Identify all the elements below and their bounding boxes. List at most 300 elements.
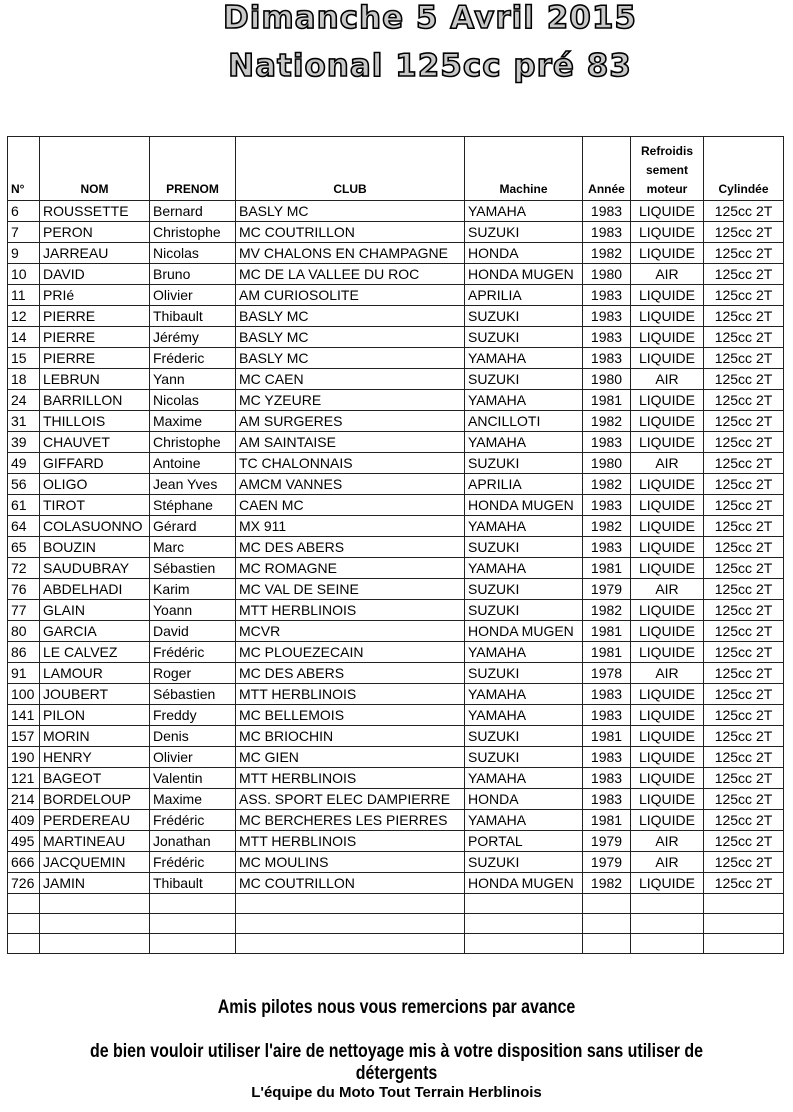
cell-annee: 1982 <box>583 873 631 894</box>
table-row <box>8 768 784 789</box>
cell-number: 49 <box>8 453 40 474</box>
cell-refroidissement: LIQUIDE <box>631 348 704 369</box>
cell-number: 80 <box>8 621 40 642</box>
cell-annee: 1982 <box>583 516 631 537</box>
cell-club: ASS. SPORT ELEC DAMPIERRE <box>236 789 465 810</box>
cell-machine: APRILIA <box>465 474 583 495</box>
cell-refroidissement: LIQUIDE <box>631 537 704 558</box>
cell-machine: HONDA <box>465 243 583 264</box>
cell-machine: YAMAHA <box>465 768 583 789</box>
cell-annee: 1983 <box>583 537 631 558</box>
table-row <box>8 222 784 243</box>
cell-refroidissement: LIQUIDE <box>631 222 704 243</box>
table-row <box>8 369 784 390</box>
cell-club: MC DES ABERS <box>236 537 465 558</box>
table-row <box>8 201 784 222</box>
cell-club: CAEN MC <box>236 495 465 516</box>
cell-nom: BORDELOUP <box>40 789 150 810</box>
cell-refroidissement: LIQUIDE <box>631 474 704 495</box>
cell-nom: PIERRE <box>40 306 150 327</box>
table-row <box>8 327 784 348</box>
cell-nom: PERDEREAU <box>40 810 150 831</box>
cell-annee: 1982 <box>583 243 631 264</box>
table-header-row <box>8 137 784 201</box>
cell-machine: SUZUKI <box>465 747 583 768</box>
cell-number: 91 <box>8 663 40 684</box>
cell-refroidissement: LIQUIDE <box>631 768 704 789</box>
cell-prenom: Marc <box>150 537 236 558</box>
cell-cylindree: 125cc 2T <box>704 852 784 873</box>
cell-cylindree: 125cc 2T <box>704 705 784 726</box>
cell-number: 15 <box>8 348 40 369</box>
cell-refroidissement: LIQUIDE <box>631 621 704 642</box>
cell-number: 56 <box>8 474 40 495</box>
cell-refroidissement: LIQUIDE <box>631 810 704 831</box>
cell-cylindree: 125cc 2T <box>704 411 784 432</box>
cell-number: 14 <box>8 327 40 348</box>
cell-annee: 1979 <box>583 831 631 852</box>
cell-refroidissement: AIR <box>631 852 704 873</box>
cell-machine: SUZUKI <box>465 726 583 747</box>
cell-prenom: Denis <box>150 726 236 747</box>
cell-club: MC PLOUEZECAIN <box>236 642 465 663</box>
cell-club: MC DE LA VALLEE DU ROC <box>236 264 465 285</box>
table-row <box>8 390 784 411</box>
footer-thanks: Amis pilotes nous vous remercions par avance <box>217 997 576 1018</box>
cell-nom: GLAIN <box>40 600 150 621</box>
cell-cylindree: 125cc 2T <box>704 327 784 348</box>
cell-annee: 1983 <box>583 747 631 768</box>
cell-nom: TIROT <box>40 495 150 516</box>
cell-annee: 1983 <box>583 201 631 222</box>
column-header-machine: Machine <box>465 137 583 201</box>
cell-annee: 1983 <box>583 348 631 369</box>
cell-number: 214 <box>8 789 40 810</box>
cell-nom: DAVID <box>40 264 150 285</box>
cell-prenom: Stéphane <box>150 495 236 516</box>
cell-prenom: Sébastien <box>150 684 236 705</box>
cell-number: 409 <box>8 810 40 831</box>
cell-machine: HONDA MUGEN <box>465 621 583 642</box>
cell-number: 100 <box>8 684 40 705</box>
cell-prenom: Thibault <box>150 306 236 327</box>
cell-refroidissement: LIQUIDE <box>631 684 704 705</box>
cell-prenom: Nicolas <box>150 390 236 411</box>
cell-machine: YAMAHA <box>465 201 583 222</box>
cell-number: 10 <box>8 264 40 285</box>
cell-nom: JOUBERT <box>40 684 150 705</box>
cell-cylindree: 125cc 2T <box>704 831 784 852</box>
cell-club: MTT HERBLINOIS <box>236 768 465 789</box>
cell-number: 495 <box>8 831 40 852</box>
cell-nom: GIFFARD <box>40 453 150 474</box>
cell-number: 61 <box>8 495 40 516</box>
cell-annee: 1983 <box>583 306 631 327</box>
cell-cylindree: 125cc 2T <box>704 516 784 537</box>
cell-refroidissement: AIR <box>631 264 704 285</box>
cell-machine: APRILIA <box>465 285 583 306</box>
cell-refroidissement: LIQUIDE <box>631 306 704 327</box>
cell-refroidissement: LIQUIDE <box>631 495 704 516</box>
cell-annee: 1980 <box>583 369 631 390</box>
column-header-number: N° <box>8 137 40 201</box>
cell-cylindree: 125cc 2T <box>704 810 784 831</box>
cell-cylindree: 125cc 2T <box>704 747 784 768</box>
cell-cylindree: 125cc 2T <box>704 495 784 516</box>
cell-refroidissement: LIQUIDE <box>631 873 704 894</box>
cell-annee: 1982 <box>583 600 631 621</box>
cell-refroidissement: LIQUIDE <box>631 285 704 306</box>
cell-cylindree: 125cc 2T <box>704 348 784 369</box>
cell-number: 77 <box>8 600 40 621</box>
cell-prenom: Bruno <box>150 264 236 285</box>
footer-signature: L'équipe du Moto Tout Terrain Herblinois <box>251 1084 542 1101</box>
cell-nom: THILLOIS <box>40 411 150 432</box>
cell-number: 64 <box>8 516 40 537</box>
cell-prenom: David <box>150 621 236 642</box>
cell-nom: LE CALVEZ <box>40 642 150 663</box>
cell-cylindree: 125cc 2T <box>704 306 784 327</box>
cell-prenom: Thibault <box>150 873 236 894</box>
cell-nom: MARTINEAU <box>40 831 150 852</box>
cell-machine: YAMAHA <box>465 516 583 537</box>
cell-number: 11 <box>8 285 40 306</box>
column-header-club: CLUB <box>236 137 465 201</box>
table-row <box>8 453 784 474</box>
table-row <box>8 579 784 600</box>
column-header-nom: NOM <box>40 137 150 201</box>
cell-prenom: Freddy <box>150 705 236 726</box>
cell-machine: HONDA MUGEN <box>465 495 583 516</box>
cell-refroidissement: LIQUIDE <box>631 558 704 579</box>
cell-prenom: Maxime <box>150 411 236 432</box>
cell-prenom: Bernard <box>150 201 236 222</box>
cell-cylindree: 125cc 2T <box>704 537 784 558</box>
cell-nom: COLASUONNO <box>40 516 150 537</box>
cell-club: MTT HERBLINOIS <box>236 831 465 852</box>
cell-machine: PORTAL <box>465 831 583 852</box>
cell-club: MC BERCHERES LES PIERRES <box>236 810 465 831</box>
cell-prenom: Yoann <box>150 600 236 621</box>
table-row <box>8 852 784 873</box>
cell-nom: PIERRE <box>40 348 150 369</box>
table-row <box>8 747 784 768</box>
cell-cylindree: 125cc 2T <box>704 369 784 390</box>
cell-annee: 1983 <box>583 495 631 516</box>
table-row <box>8 348 784 369</box>
cell-prenom: Jérémy <box>150 327 236 348</box>
cell-prenom: Yann <box>150 369 236 390</box>
cell-nom: PRIé <box>40 285 150 306</box>
cell-nom: JARREAU <box>40 243 150 264</box>
cell-number: 31 <box>8 411 40 432</box>
cell-machine: YAMAHA <box>465 390 583 411</box>
cell-prenom: Olivier <box>150 285 236 306</box>
table-row <box>8 243 784 264</box>
cell-annee: 1982 <box>583 411 631 432</box>
cell-annee: 1983 <box>583 684 631 705</box>
cell-club: AM SAINTAISE <box>236 432 465 453</box>
table-row <box>8 621 784 642</box>
table-row <box>8 684 784 705</box>
column-header-annee: Année <box>583 137 631 201</box>
cell-refroidissement: AIR <box>631 369 704 390</box>
cell-cylindree: 125cc 2T <box>704 684 784 705</box>
cell-nom: JAMIN <box>40 873 150 894</box>
cell-refroidissement: LIQUIDE <box>631 726 704 747</box>
cell-number: 726 <box>8 873 40 894</box>
cell-cylindree: 125cc 2T <box>704 285 784 306</box>
cell-number: 86 <box>8 642 40 663</box>
cell-prenom: Frédéric <box>150 810 236 831</box>
cell-cylindree: 125cc 2T <box>704 663 784 684</box>
table-row <box>8 474 784 495</box>
cell-refroidissement: LIQUIDE <box>631 243 704 264</box>
cell-club: BASLY MC <box>236 306 465 327</box>
cell-prenom: Frédéric <box>150 642 236 663</box>
cell-cylindree: 125cc 2T <box>704 558 784 579</box>
cell-nom: MORIN <box>40 726 150 747</box>
table-row <box>8 600 784 621</box>
cell-machine: SUZUKI <box>465 222 583 243</box>
cell-cylindree: 125cc 2T <box>704 201 784 222</box>
cell-number: 76 <box>8 579 40 600</box>
cell-club: MC ROMAGNE <box>236 558 465 579</box>
cell-refroidissement: LIQUIDE <box>631 390 704 411</box>
cell-annee: 1983 <box>583 432 631 453</box>
cell-club: MC CAEN <box>236 369 465 390</box>
cell-machine: YAMAHA <box>465 432 583 453</box>
cell-prenom: Frédéric <box>150 852 236 873</box>
table-row <box>8 810 784 831</box>
cell-annee: 1981 <box>583 642 631 663</box>
cell-machine: SUZUKI <box>465 537 583 558</box>
cell-prenom: Christophe <box>150 222 236 243</box>
cell-machine: YAMAHA <box>465 558 583 579</box>
cell-machine: SUZUKI <box>465 453 583 474</box>
cell-annee: 1982 <box>583 474 631 495</box>
cell-number: 6 <box>8 201 40 222</box>
cell-cylindree: 125cc 2T <box>704 621 784 642</box>
column-header-cylindree: Cylindée <box>704 137 784 201</box>
table-row <box>8 285 784 306</box>
cell-annee: 1981 <box>583 390 631 411</box>
table-row <box>8 642 784 663</box>
cell-nom: OLIGO <box>40 474 150 495</box>
empty-row <box>8 894 784 914</box>
cell-annee: 1979 <box>583 579 631 600</box>
cell-club: MTT HERBLINOIS <box>236 600 465 621</box>
table-row <box>8 789 784 810</box>
cell-nom: LEBRUN <box>40 369 150 390</box>
cell-cylindree: 125cc 2T <box>704 768 784 789</box>
cell-nom: HENRY <box>40 747 150 768</box>
cell-nom: PERON <box>40 222 150 243</box>
cell-prenom: Karim <box>150 579 236 600</box>
cell-club: MC COUTRILLON <box>236 222 465 243</box>
cell-number: 7 <box>8 222 40 243</box>
cell-nom: SAUDUBRAY <box>40 558 150 579</box>
cell-refroidissement: LIQUIDE <box>631 747 704 768</box>
cell-machine: SUZUKI <box>465 327 583 348</box>
table-row <box>8 432 784 453</box>
table-row <box>8 537 784 558</box>
footer-instruction: de bien vouloir utiliser l'aire de nettoyage mis à votre disposition sans utiliser de détergents <box>89 1041 704 1084</box>
cell-refroidissement: LIQUIDE <box>631 327 704 348</box>
cell-refroidissement: LIQUIDE <box>631 705 704 726</box>
cell-refroidissement: LIQUIDE <box>631 789 704 810</box>
table-row <box>8 264 784 285</box>
cell-cylindree: 125cc 2T <box>704 789 784 810</box>
table-row <box>8 516 784 537</box>
cell-annee: 1981 <box>583 726 631 747</box>
cell-prenom: Maxime <box>150 789 236 810</box>
cell-cylindree: 125cc 2T <box>704 453 784 474</box>
cell-club: MC BELLEMOIS <box>236 705 465 726</box>
cell-number: 157 <box>8 726 40 747</box>
cell-cylindree: 125cc 2T <box>704 432 784 453</box>
cell-number: 141 <box>8 705 40 726</box>
cell-refroidissement: LIQUIDE <box>631 201 704 222</box>
column-header-prenom: PRENOM <box>150 137 236 201</box>
cell-club: MC DES ABERS <box>236 663 465 684</box>
cell-prenom: Christophe <box>150 432 236 453</box>
cell-nom: BARRILLON <box>40 390 150 411</box>
cell-machine: YAMAHA <box>465 642 583 663</box>
cell-prenom: Fréderic <box>150 348 236 369</box>
cell-nom: LAMOUR <box>40 663 150 684</box>
cell-machine: YAMAHA <box>465 348 583 369</box>
table-row <box>8 495 784 516</box>
cell-prenom: Jonathan <box>150 831 236 852</box>
cell-number: 9 <box>8 243 40 264</box>
cell-prenom: Roger <box>150 663 236 684</box>
cell-annee: 1983 <box>583 327 631 348</box>
cell-prenom: Olivier <box>150 747 236 768</box>
cell-machine: SUZUKI <box>465 306 583 327</box>
cell-annee: 1980 <box>583 264 631 285</box>
page-title-category: National 125cc pré 83 <box>228 48 632 84</box>
cell-club: MC MOULINS <box>236 852 465 873</box>
cell-nom: GARCIA <box>40 621 150 642</box>
cell-number: 121 <box>8 768 40 789</box>
entry-list-table <box>7 136 784 954</box>
cell-annee: 1978 <box>583 663 631 684</box>
table-row <box>8 705 784 726</box>
cell-machine: HONDA <box>465 789 583 810</box>
cell-club: BASLY MC <box>236 201 465 222</box>
cell-annee: 1983 <box>583 222 631 243</box>
table-row <box>8 726 784 747</box>
cell-number: 24 <box>8 390 40 411</box>
cell-number: 12 <box>8 306 40 327</box>
cell-cylindree: 125cc 2T <box>704 726 784 747</box>
cell-club: AM SURGERES <box>236 411 465 432</box>
table-body <box>8 201 784 954</box>
cell-club: MC YZEURE <box>236 390 465 411</box>
cell-annee: 1979 <box>583 852 631 873</box>
cell-number: 190 <box>8 747 40 768</box>
cell-prenom: Sébastien <box>150 558 236 579</box>
cell-machine: SUZUKI <box>465 579 583 600</box>
cell-annee: 1980 <box>583 453 631 474</box>
cell-club: MC VAL DE SEINE <box>236 579 465 600</box>
cell-number: 39 <box>8 432 40 453</box>
cell-cylindree: 125cc 2T <box>704 264 784 285</box>
cell-machine: YAMAHA <box>465 705 583 726</box>
cell-annee: 1981 <box>583 558 631 579</box>
table-row <box>8 873 784 894</box>
cell-club: MC COUTRILLON <box>236 873 465 894</box>
cell-annee: 1983 <box>583 285 631 306</box>
cell-machine: HONDA MUGEN <box>465 873 583 894</box>
cell-cylindree: 125cc 2T <box>704 222 784 243</box>
cell-cylindree: 125cc 2T <box>704 873 784 894</box>
cell-club: AM CURIOSOLITE <box>236 285 465 306</box>
cell-nom: PILON <box>40 705 150 726</box>
cell-cylindree: 125cc 2T <box>704 600 784 621</box>
cell-prenom: Gérard <box>150 516 236 537</box>
cell-cylindree: 125cc 2T <box>704 642 784 663</box>
cell-machine: YAMAHA <box>465 684 583 705</box>
table-row <box>8 663 784 684</box>
cell-nom: PIERRE <box>40 327 150 348</box>
column-header-refroidissement: Refroidis sement moteur <box>631 137 704 201</box>
cell-refroidissement: LIQUIDE <box>631 516 704 537</box>
cell-machine: HONDA MUGEN <box>465 264 583 285</box>
cell-prenom: Antoine <box>150 453 236 474</box>
cell-club: MX 911 <box>236 516 465 537</box>
cell-nom: CHAUVET <box>40 432 150 453</box>
cell-number: 18 <box>8 369 40 390</box>
cell-cylindree: 125cc 2T <box>704 474 784 495</box>
cell-club: MCVR <box>236 621 465 642</box>
cell-machine: SUZUKI <box>465 369 583 390</box>
cell-cylindree: 125cc 2T <box>704 243 784 264</box>
cell-machine: SUZUKI <box>465 600 583 621</box>
cell-nom: ROUSSETTE <box>40 201 150 222</box>
cell-machine: SUZUKI <box>465 663 583 684</box>
cell-cylindree: 125cc 2T <box>704 579 784 600</box>
cell-club: MC GIEN <box>236 747 465 768</box>
table-row <box>8 306 784 327</box>
cell-annee: 1981 <box>583 810 631 831</box>
cell-annee: 1983 <box>583 789 631 810</box>
cell-machine: ANCILLOTI <box>465 411 583 432</box>
cell-number: 666 <box>8 852 40 873</box>
cell-club: TC CHALONNAIS <box>236 453 465 474</box>
empty-row <box>8 914 784 934</box>
cell-refroidissement: AIR <box>631 831 704 852</box>
cell-club: BASLY MC <box>236 327 465 348</box>
cell-cylindree: 125cc 2T <box>704 390 784 411</box>
cell-refroidissement: AIR <box>631 579 704 600</box>
table-row <box>8 831 784 852</box>
cell-annee: 1983 <box>583 705 631 726</box>
cell-club: MTT HERBLINOIS <box>236 684 465 705</box>
page-title-date: Dimanche 5 Avril 2015 <box>223 0 637 36</box>
cell-number: 65 <box>8 537 40 558</box>
cell-machine: YAMAHA <box>465 810 583 831</box>
cell-nom: ABDELHADI <box>40 579 150 600</box>
cell-refroidissement: AIR <box>631 663 704 684</box>
cell-number: 72 <box>8 558 40 579</box>
cell-club: MC BRIOCHIN <box>236 726 465 747</box>
table-row <box>8 558 784 579</box>
cell-refroidissement: LIQUIDE <box>631 642 704 663</box>
cell-machine: SUZUKI <box>465 852 583 873</box>
table-row <box>8 411 784 432</box>
